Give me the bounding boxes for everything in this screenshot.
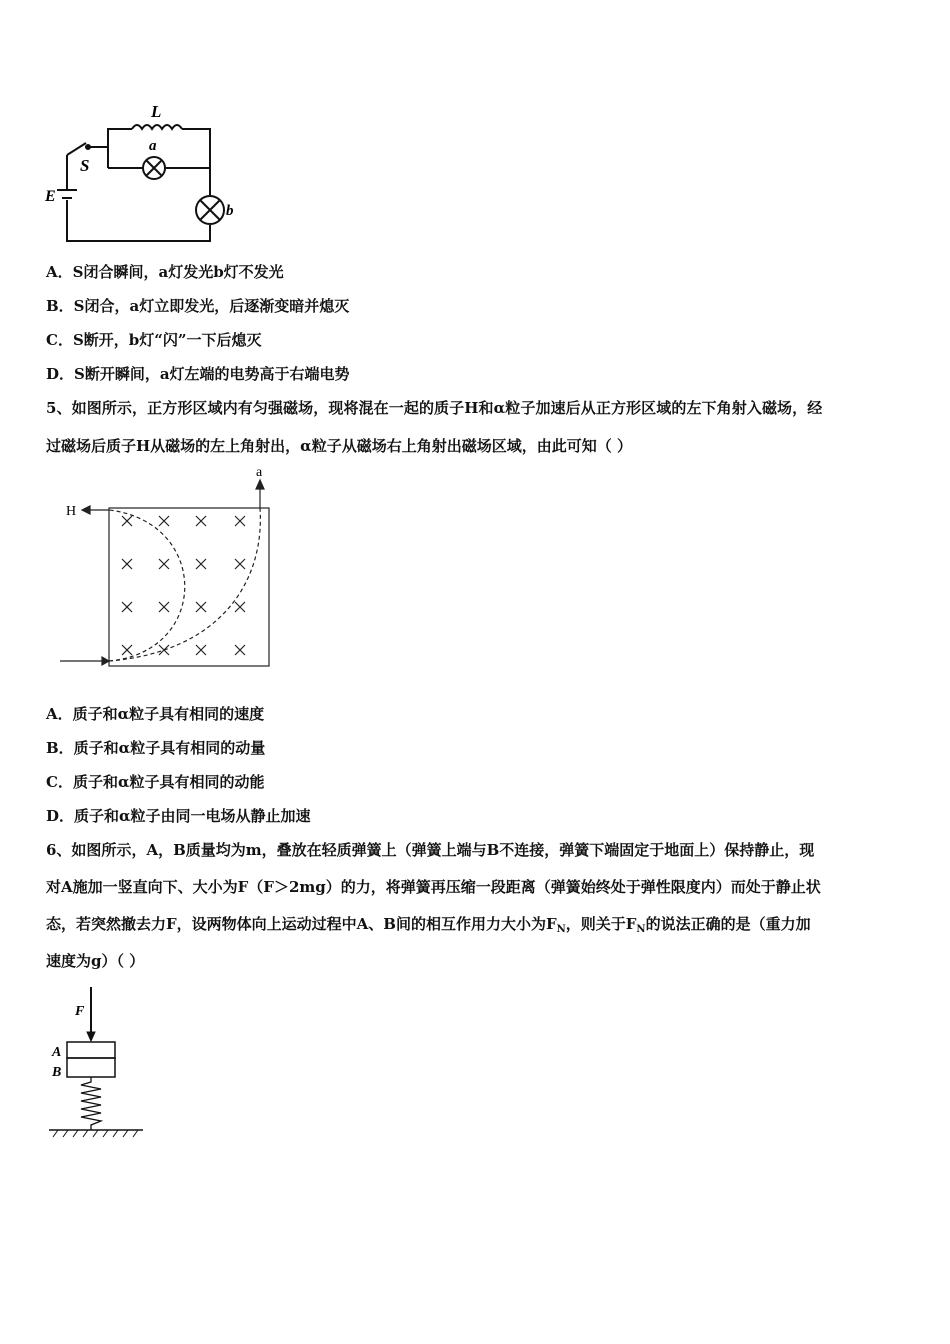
inductor-label: L [151, 102, 162, 121]
circuit-diagram [40, 95, 240, 250]
proton-label: H [66, 504, 77, 519]
magnetic-field-diagram [60, 462, 280, 672]
q6-line3-pre: 态，若突然撤去力F，设两物体向上运动过程中A、B间的相互作用力大小为F [46, 915, 557, 933]
block-b-label: B [52, 1065, 62, 1080]
q5-stem-line1: 5、如图所示，正方形区域内有匀强磁场，现将混在一起的质子H和α粒子加速后从正方形区域的左下角射入磁场，经 [46, 399, 823, 417]
q6-stem-line1: 6、如图所示，A，B质量均为m，叠放在轻质弹簧上（弹簧上端与B不连接，弹簧下端固定于地面上）保持静止，现 [46, 841, 815, 859]
q5-option-a: A．质子和α粒子具有相同的速度 [46, 705, 265, 723]
lamp-b-label: b [226, 203, 234, 219]
q6-stem-line4: 速度为g）（ ） [46, 952, 145, 970]
q5-option-d: D．质子和α粒子由同一电场从静止加速 [46, 807, 311, 825]
block-a-label: A [52, 1045, 62, 1060]
q5-option-b: B．质子和α粒子具有相同的动量 [46, 739, 266, 757]
field-crosses [122, 516, 245, 655]
q6-stem-line3 [46, 914, 811, 937]
force-label: F [75, 1004, 85, 1019]
switch-label: S [80, 156, 90, 175]
q6-line3-mid: ，则关于F [565, 915, 637, 933]
q5-option-c: C．质子和α粒子具有相同的动能 [46, 773, 265, 791]
q4-option-b: B．S闭合，a灯立即发光，后逐渐变暗并熄灭 [46, 297, 350, 315]
lamp-a-label: a [149, 138, 157, 154]
spring-blocks-diagram [45, 985, 155, 1140]
battery-label: E [45, 188, 56, 205]
q4-option-c: C．S断开，b灯“闪”一下后熄灭 [46, 331, 262, 349]
q4-option-a: A．S闭合瞬间，a灯发光b灯不发光 [46, 263, 284, 281]
q5-stem-line2: 过磁场后质子H从磁场的左上角射出，α粒子从磁场右上角射出磁场区域，由此可知（ ） [46, 437, 632, 455]
q6-line3-post: 的说法正确的是（重力加 [645, 915, 811, 933]
alpha-label: a [256, 465, 263, 480]
q6-stem-line2: 对A施加一竖直向下、大小为F（F＞2mg）的力，将弹簧再压缩一段距离（弹簧始终处于弹性限度内）而处于静止状 [46, 878, 821, 896]
q4-option-d: D．S断开瞬间，a灯左端的电势高于右端电势 [46, 365, 350, 383]
q6-fn-subscript: N [556, 924, 566, 935]
q6-fn-subscript-2: N [636, 924, 646, 935]
